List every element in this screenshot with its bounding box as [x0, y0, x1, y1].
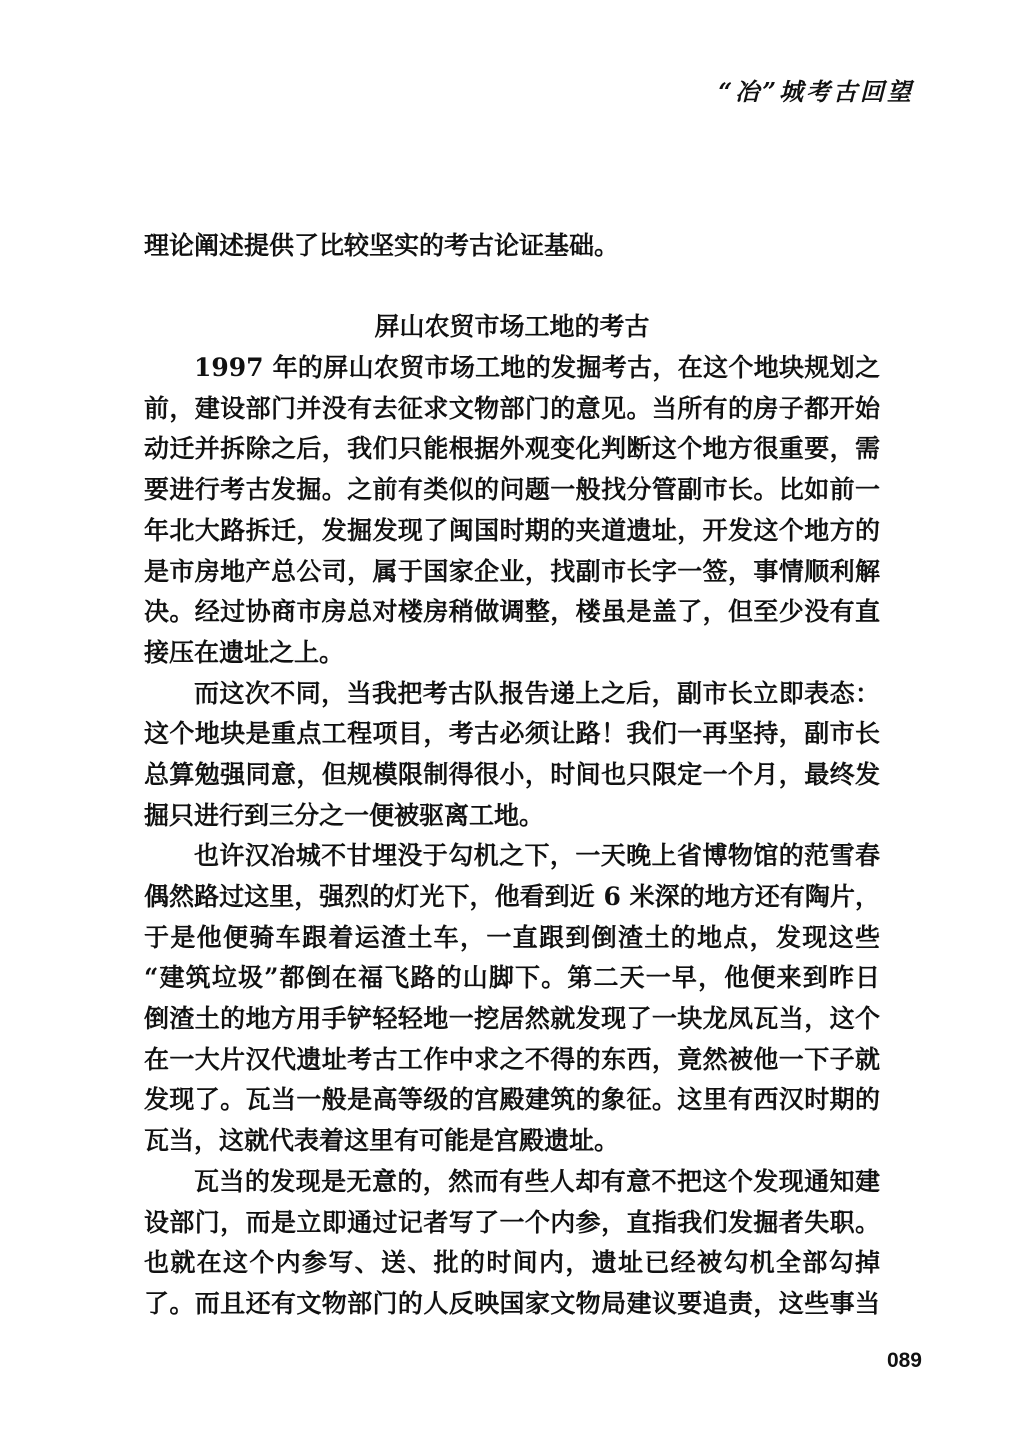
paragraph-line: 倒渣土的地方用手铲轻轻地一挖居然就发现了一块龙凤瓦当，这个 — [144, 1004, 880, 1034]
section-spacer — [144, 267, 880, 308]
paragraph-line: 年北大路拆迁，发掘发现了闽国时期的夹道遗址，开发这个地方的 — [144, 515, 880, 545]
paragraph-line: 也许汉冶城不甘埋没于勾机之下，一天晚上省博物馆的范雪春 — [194, 841, 880, 871]
paragraph-line: 动迁并拆除之后，我们只能根据外观变化判断这个地方很重要，需 — [144, 434, 880, 464]
paragraph-line: 瓦当，这就代表着这里有可能是宫殿遗址。 — [144, 1126, 620, 1156]
paragraph-line: 前，建设部门并没有去征求文物部门的意见。当所有的房子都开始 — [144, 393, 880, 423]
running-header-title: “冶”城考古回望 — [718, 77, 914, 106]
paragraph-line: 偶然路过这里，强烈的灯光下，他看到近 6 米深的地方还有陶片， — [144, 882, 880, 911]
paragraph-4 — [144, 1162, 880, 1325]
paragraph-line: “建筑垃圾”都倒在福飞路的山脚下。第二天一早，他便来到昨日 — [144, 963, 880, 993]
paragraph-line: 这个地块是重点工程项目，考古必须让路！我们一再坚持，副市长 — [144, 719, 880, 749]
paragraph-line: 要进行考古发掘。之前有类似的问题一般找分管副市长。比如前一 — [144, 475, 880, 505]
paragraph-line: 瓦当的发现是无意的，然而有些人却有意不把这个发现通知建 — [194, 1166, 880, 1196]
paragraph-line: 1997 年的屏山农贸市场工地的发掘考古，在这个地块规划之 — [194, 353, 880, 383]
paragraph-line: 掘只进行到三分之一便被驱离工地。 — [144, 800, 545, 830]
paragraph-line: 决。经过协商市房总对楼房稍做调整，楼虽是盖了，但至少没有直 — [144, 597, 880, 627]
paragraph-line: 了。而且还有文物部门的人反映国家文物局建议要追责，这些事当 — [144, 1288, 880, 1318]
page-body — [144, 226, 880, 1325]
paragraph-line: 发现了。瓦当一般是高等级的宫殿建筑的象征。这里有西汉时期的 — [144, 1085, 880, 1115]
paragraph-line: 是市房地产总公司，属于国家企业，找副市长字一签，事情顺利解 — [144, 556, 880, 586]
paragraph-line: 总算勉强同意，但规模限制得很小，时间也只限定一个月，最终发 — [144, 759, 880, 789]
intro-line: 理论阐述提供了比较坚实的考古论证基础。 — [144, 231, 620, 260]
paragraph-line: 在一大片汉代遗址考古工作中求之不得的东西，竟然被他一下子就 — [144, 1044, 880, 1074]
paragraph-3 — [144, 836, 880, 1162]
paragraph-2 — [144, 674, 880, 837]
paragraph-line: 设部门，而是立即通过记者写了一个内参，直指我们发掘者失职。 — [144, 1207, 880, 1237]
page-number: 089 — [886, 1349, 922, 1372]
paragraph-line: 也就在这个内参写、送、批的时间内，遗址已经被勾机全部勾掉 — [144, 1248, 880, 1278]
paragraph-1 — [144, 348, 880, 674]
paragraph-line: 而这次不同，当我把考古队报告递上之后，副市长立即表态： — [194, 678, 880, 708]
paragraph-line: 于是他便骑车跟着运渣土车，一直跟到倒渣土的地点，发现这些 — [144, 922, 880, 952]
paragraph-line: 接压在遗址之上。 — [144, 637, 345, 667]
section-title: 屏山农贸市场工地的考古 — [374, 312, 650, 342]
